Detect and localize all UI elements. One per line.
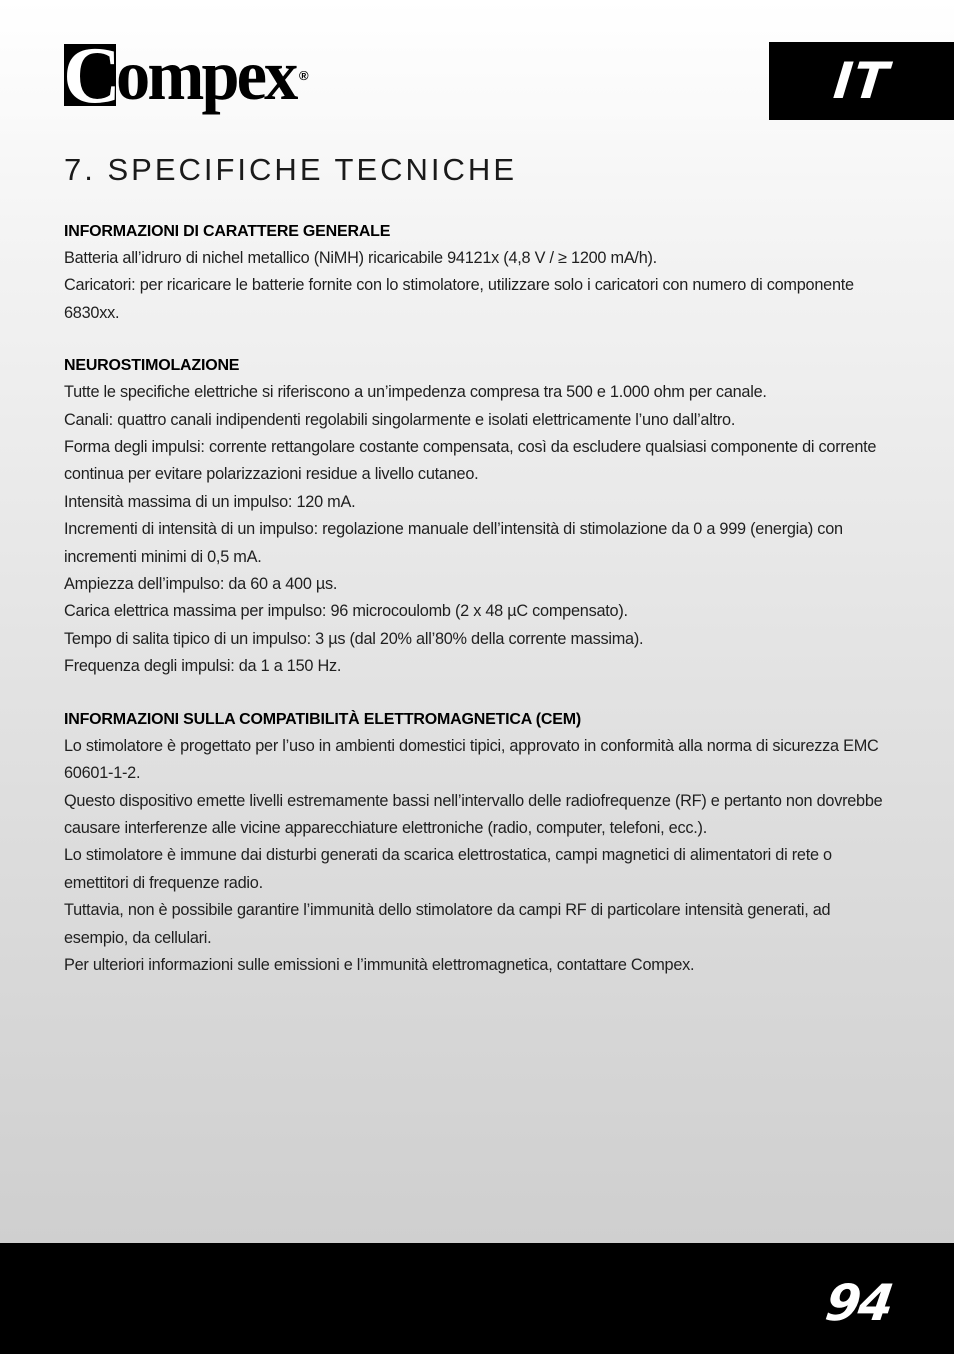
paragraph: Tempo di salita tipico di un impulso: 3 µs (dal 20% all’80% della corrente massima).: [64, 629, 644, 648]
language-tab: [769, 42, 954, 120]
footer-bar: [0, 1243, 954, 1354]
paragraph: Forma degli impulsi: corrente rettangolare costante compensata, così da escludere qualsiasi componente di corrente continua per evitare polarizzazioni residue a livello cutaneo.: [64, 438, 877, 484]
logo-initial: C: [63, 32, 121, 120]
paragraph: Ampiezza dell’impulso: da 60 a 400 µs.: [64, 575, 338, 594]
paragraph: Carica elettrica massima per impulso: 96 microcoulomb (2 x 48 µC compensato).: [64, 602, 628, 621]
paragraph: Lo stimolatore è progettato per l’uso in ambienti domestici tipici, approvato in conformità alla norma di sicurezza EMC 60601-1-2.: [64, 736, 879, 783]
section-heading: INFORMAZIONI SULLA COMPATIBILITÀ ELETTROMAGNETICA (CEM): [64, 710, 581, 728]
logo-wordmark: ompex: [116, 35, 296, 115]
logo-initial-box: [63, 32, 121, 120]
paragraph: Intensità massima di un impulso: 120 mA.: [64, 492, 356, 511]
paragraph: Incrementi di intensità di un impulso: regolazione manuale dell’intensità di stimolazione da 0 a 999 (energia) con incrementi minimi di 0,5 mA.: [64, 520, 843, 566]
section-emc-info: [64, 706, 894, 980]
section-heading: INFORMAZIONI DI CARATTERE GENERALE: [64, 223, 391, 240]
compex-logo: [63, 32, 309, 120]
paragraph: Frequenza degli impulsi: da 1 a 150 Hz.: [64, 657, 342, 676]
language-label: IT: [831, 52, 892, 110]
paragraph: Tutte le specifiche elettriche si riferiscono a un’impedenza compresa tra 500 e 1.000 ohm per canale.: [64, 383, 767, 402]
paragraph: Per ulteriori informazioni sulle emissioni e l’immunità elettromagnetica, contattare Compex.: [64, 955, 695, 974]
page-number: 94: [822, 1274, 897, 1332]
section-general-info: [64, 218, 894, 327]
page-title: 7. SPECIFICHE TECNICHE: [64, 152, 518, 187]
section-neurostimulation: [64, 352, 894, 680]
paragraph: Tuttavia, non è possibile garantire l’immunità dello stimolatore da campi RF di particolare intensità generati, ad esempio, da cellulari.: [64, 901, 831, 947]
paragraph: Batteria all’idruro di nichel metallico (NiMH) ricaricabile 94121x (4,8 V / ≥ 1200 mA/h).: [64, 249, 657, 267]
section-heading: NEUROSTIMOLAZIONE: [64, 357, 240, 375]
registered-mark: ®: [298, 68, 309, 83]
paragraph: Questo dispositivo emette livelli estremamente bassi nell’intervallo delle radiofrequenze (RF) e pertanto non dovrebbe causare interferenze alle vicine apparecchiature elettroniche (radio, computer, telefoni, ecc.).: [64, 791, 883, 837]
paragraph: Canali: quattro canali indipendenti regolabili singolarmente e isolati elettricamente l’uno dall’altro.: [64, 410, 736, 429]
paragraph: Caricatori: per ricaricare le batterie fornite con lo stimolatore, utilizzare solo i caricatori con numero di componente 6830xx.: [64, 276, 854, 322]
paragraph: Lo stimolatore è immune dai disturbi generati da scarica elettrostatica, campi magnetici di alimentatori di rete o emettitori di frequenze radio.: [64, 846, 832, 892]
document-content: [64, 218, 894, 1004]
